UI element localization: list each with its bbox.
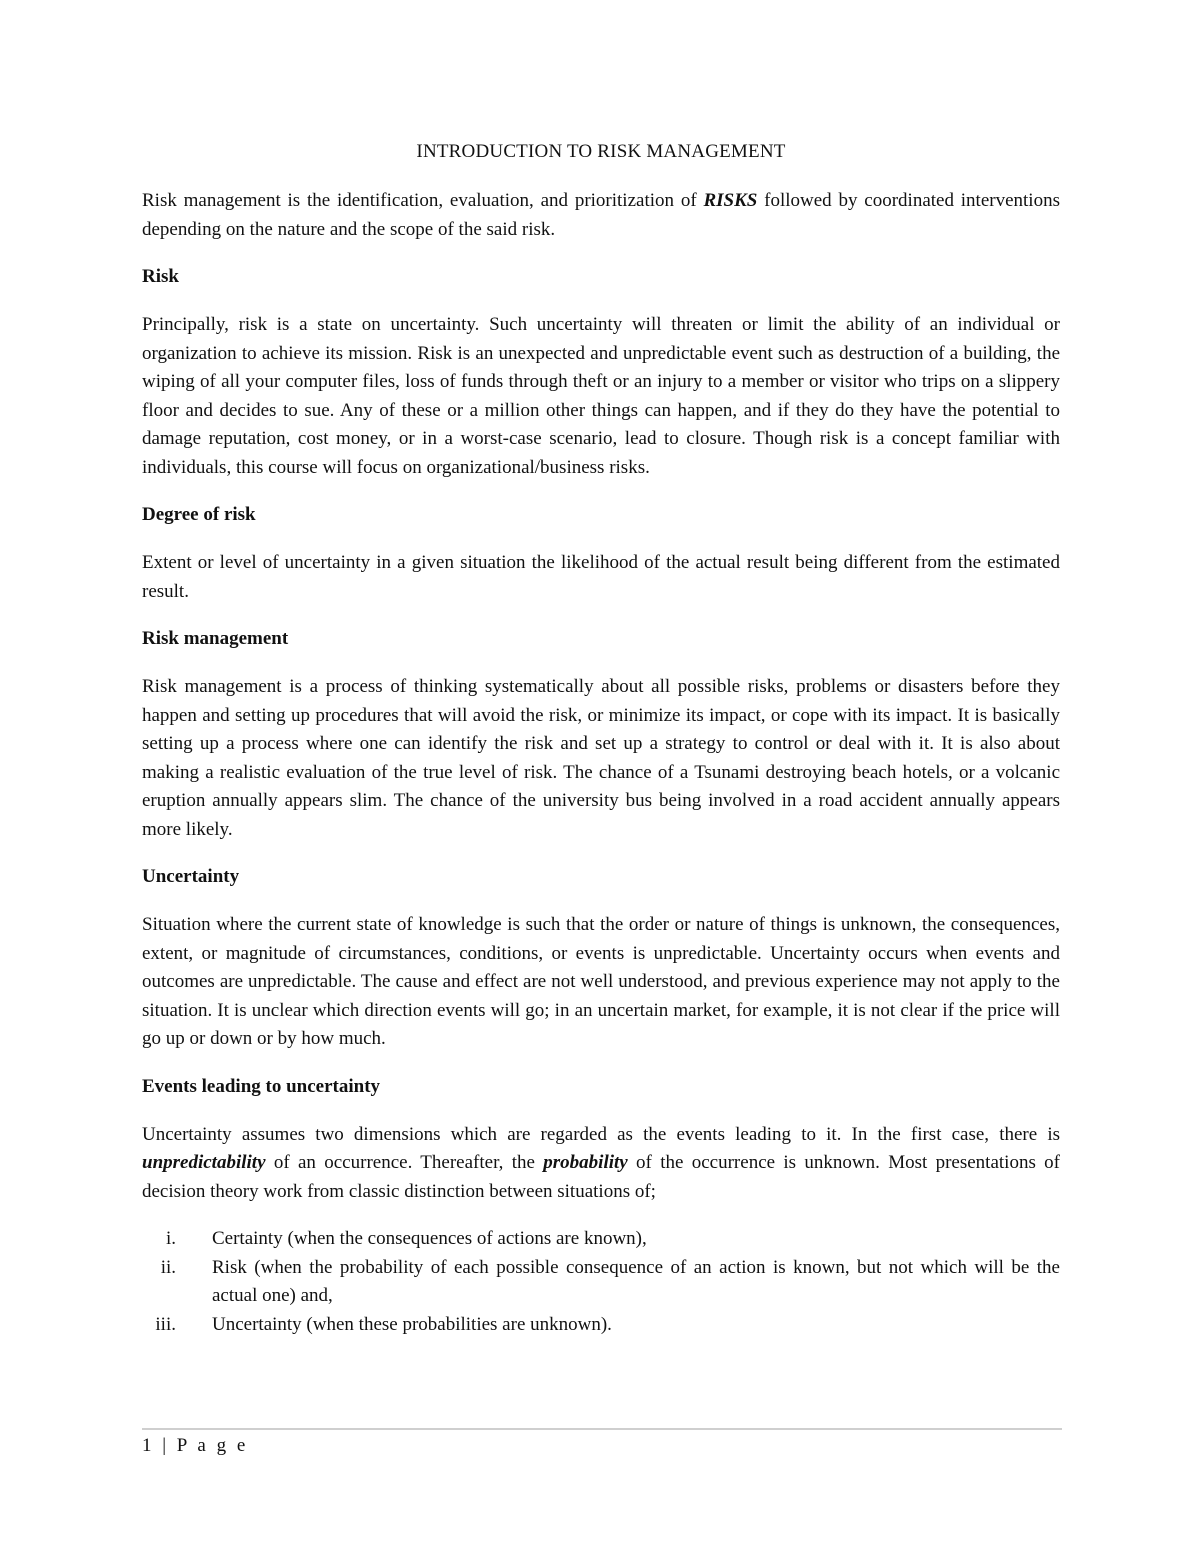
list-item-number: ii. bbox=[160, 1256, 176, 1278]
intro-emphasis-risks: RISKS bbox=[703, 190, 758, 211]
heading-degree-of-risk: Degree of risk bbox=[142, 504, 256, 525]
document-page bbox=[142, 138, 1060, 1339]
footer-divider bbox=[142, 1428, 1062, 1430]
intro-text-after: followed by coordinated interventions depending on the nature and the scope of the said risk. bbox=[142, 190, 1060, 240]
events-text-part3: of the occurrence is unknown. Most presentations of decision theory work from classic distinction between situations of; bbox=[142, 1152, 1060, 1202]
paragraph-events-leading-to-uncertainty bbox=[142, 1121, 1060, 1207]
intro-text-before: Risk management is the identification, evaluation, and prioritization of bbox=[142, 190, 704, 211]
events-text-part1: Uncertainty assumes two dimensions which are regarded as the events leading to it. In the first case, there is bbox=[142, 1123, 1060, 1145]
list-item-number: iii. bbox=[155, 1313, 176, 1335]
paragraph-uncertainty: Situation where the current state of knowledge is such that the order or nature of things is unknown, the consequences, extent, or magnitude of circumstances, conditions, or events is unpredictable. Uncertainty occurs when events and outcomes are unpredictable. The cause and effect are not well understood, and previous experience may not apply to the situation. It is unclear which direction events will go; in an uncertain market, for example, it is not clear if the price will go up or down or by how much. bbox=[142, 914, 1060, 1049]
paragraph-risk-management: Risk management is a process of thinking systematically about all possible risks, problems or disasters before they happen and setting up procedures that will avoid the risk, or minimize its impact, or cope with its impact. It is basically setting up a process where one can identify the risk and set up a strategy to control or deal with it. It is also about making a realistic evaluation of the true level of risk. The chance of a Tsunami destroying beach hotels, or a volcanic eruption annually appears slim. The chance of the university bus being involved in a road accident annually appears more likely. bbox=[142, 676, 1060, 840]
document-title: INTRODUCTION TO RISK MANAGEMENT bbox=[416, 141, 786, 162]
heading-events-leading-to-uncertainty: Events leading to uncertainty bbox=[142, 1075, 381, 1097]
emphasis-probability: probability bbox=[543, 1152, 628, 1173]
list-item bbox=[142, 1225, 1060, 1254]
intro-paragraph bbox=[142, 187, 1060, 244]
list-item-text: Certainty (when the consequences of actions are known), bbox=[212, 1228, 647, 1249]
heading-uncertainty: Uncertainty bbox=[142, 866, 240, 887]
list-item bbox=[142, 1311, 1060, 1340]
page-number-footer: 1 | P a g e bbox=[142, 1435, 249, 1456]
list-item-text: Uncertainty (when these probabilities are unknown). bbox=[212, 1313, 612, 1335]
heading-risk-management: Risk management bbox=[142, 628, 289, 649]
list-item-text: Risk (when the probability of each possible consequence of an action is known, but not which will be the actual one) and, bbox=[212, 1256, 1060, 1306]
events-text-part2: of an occurrence. Thereafter, the bbox=[265, 1152, 544, 1173]
paragraph-degree-of-risk: Extent or level of uncertainty in a given situation the likelihood of the actual result being different from the estimated result. bbox=[142, 552, 1060, 602]
paragraph-risk: Principally, risk is a state on uncertainty. Such uncertainty will threaten or limit the ability of an individual or organization to achieve its mission. Risk is an unexpected and unpredictable event such as destruction of a building, the wiping of all your computer files, loss of funds through theft or an injury to a member or visitor who trips on a slippery floor and decides to sue. Any of these or a million other things can happen, and if they do they have the potential to damage reputation, cost money, or in a worst-case scenario, lead to closure. Though risk is a concept familiar with individuals, this course will focus on organizational/business risks. bbox=[142, 314, 1060, 478]
emphasis-unpredictability: unpredictability bbox=[142, 1152, 266, 1173]
heading-risk: Risk bbox=[142, 266, 179, 287]
list-item-number: i. bbox=[165, 1228, 176, 1249]
situations-list bbox=[142, 1225, 1060, 1339]
list-item bbox=[142, 1254, 1060, 1311]
